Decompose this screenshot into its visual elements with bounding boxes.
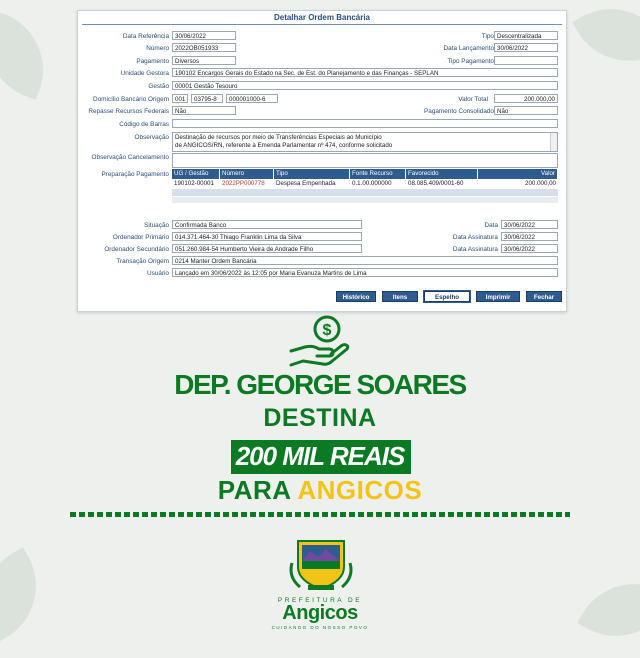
label-preparacao-pagamento: Preparação Pagamento — [101, 171, 169, 178]
label-gestao: Gestão — [148, 83, 169, 90]
observacao-scrollbar[interactable] — [550, 133, 557, 151]
itens-button[interactable]: Itens — [382, 291, 418, 302]
field-agencia[interactable]: 03795-8 — [191, 94, 223, 103]
prefeitura-tagline: CUIDANDO DO NOSSO POVO — [271, 625, 369, 630]
field-gestao[interactable]: 00001 Gestão Tesouro — [172, 81, 558, 90]
prefeitura-name: Angicos — [282, 602, 358, 624]
headline-amount: 200 MIL REAIS — [235, 441, 405, 471]
col-valor[interactable]: Valor — [478, 169, 558, 179]
observacao-line-1: Destinação de recursos por meio de Transferências Especiais ao Município — [175, 134, 382, 141]
headline-destina: DESTINA — [263, 404, 377, 432]
field-pagamento-consolidado[interactable]: Não — [494, 106, 558, 115]
col-favorecido[interactable]: Favorecido — [406, 169, 478, 179]
headline-para: PARA — [217, 475, 298, 505]
label-unidade-gestora: Unidade Gestora — [120, 70, 169, 77]
background-leaf-decoration — [572, 0, 640, 83]
label-ordenador-secundario: Ordenador Secundário — [104, 246, 169, 253]
label-repasse-federais: Repasse Recursos Federais — [88, 108, 169, 115]
label-data-referencia: Data Referência — [122, 33, 169, 40]
field-pagamento[interactable]: Diversos — [172, 56, 236, 65]
label-data-assinatura-1: Data Assinatura — [452, 234, 498, 241]
col-tipo[interactable]: Tipo — [274, 169, 350, 179]
field-unidade-gestora[interactable]: 190102 Encargos Gerais do Estado na Sec. de Est. do Planejamento e das Finanças - SEPLAN — [172, 68, 558, 77]
money-hand-icon — [289, 315, 351, 369]
field-tipo-pagamento[interactable] — [494, 56, 558, 65]
field-ordenador-primario[interactable]: 014.371.464-30 Thiago Franklin Lima da Silva — [172, 232, 362, 241]
table-footer-band — [172, 189, 558, 196]
label-tipo-pagamento: Tipo Pagamento — [447, 58, 494, 65]
observacao-cancelamento-textarea[interactable] — [172, 153, 558, 168]
label-codigo-barras: Código de Barras — [119, 121, 169, 128]
svg-text:$: $ — [322, 322, 332, 339]
field-ordenador-secundario[interactable]: 051.260.984-54 Humberto Vieira de Andrade Filho — [172, 244, 362, 253]
col-numero[interactable]: Número — [220, 169, 274, 179]
cell-tipo: Despesa Empenhada — [276, 180, 336, 187]
field-data-referencia[interactable]: 30/06/2022 — [172, 31, 236, 40]
field-valor-total[interactable]: 200.000,00 — [494, 94, 558, 103]
cell-valor: 200.000,00 — [525, 180, 556, 187]
table-row[interactable] — [172, 179, 558, 188]
observacao-textarea[interactable] — [172, 132, 558, 152]
col-fonte-recurso[interactable]: Fonte Recurso — [350, 169, 406, 179]
window-title: Detalhar Ordem Bancária — [273, 13, 371, 22]
observacao-line-2: de ANGICOS/RN, referente à Emenda Parlamentar nº 474, conforme solicitado — [175, 142, 393, 149]
cell-numero-link[interactable]: 2022PP000778 — [222, 180, 265, 187]
field-codigo-barras[interactable] — [172, 119, 558, 128]
label-data-assinatura-2: Data Assinatura — [452, 246, 498, 253]
label-ordenador-primario: Ordenador Primário — [112, 234, 169, 241]
label-transacao-origem: Transação Origem — [116, 258, 169, 265]
label-observacao: Observação — [134, 134, 169, 141]
label-data-lancamento: Data Lançamento — [443, 45, 494, 52]
table-scroll-band[interactable] — [172, 197, 558, 203]
historico-button[interactable]: Histórico — [336, 291, 376, 302]
table-header — [172, 169, 558, 179]
headline-para-angicos — [0, 475, 640, 506]
imprimir-button[interactable]: Imprimir — [476, 291, 520, 302]
field-data-assinatura-1[interactable]: 30/06/2022 — [501, 232, 558, 241]
field-usuario[interactable]: Lançado em 30/06/2022 às 12:05 por Maria Evanuza Martins de Lima — [172, 268, 558, 277]
preparacao-pagamento-table — [172, 169, 558, 203]
cell-favorecido: 08.085.409/0001-60 — [408, 180, 464, 187]
field-tipo[interactable]: Descentralizada — [494, 31, 558, 40]
fechar-button[interactable]: Fechar — [526, 291, 562, 302]
field-banco[interactable]: 001 — [172, 94, 188, 103]
label-tipo: Tipo — [481, 33, 494, 40]
label-usuario: Usuário — [146, 270, 169, 277]
headline-deputy: DEP. GEORGE SOARES — [174, 369, 466, 400]
field-data-assinatura-2[interactable]: 30/06/2022 — [501, 244, 558, 253]
label-numero: Número — [146, 45, 169, 52]
cell-fonte-recurso: 0.1.00.000000 — [352, 180, 392, 187]
label-situacao: Situação — [144, 222, 169, 229]
label-valor-total: Valor Total — [458, 96, 488, 103]
headline-angicos: ANGICOS — [297, 475, 423, 505]
field-data-lancamento[interactable]: 30/06/2022 — [494, 43, 558, 52]
prefeitura-coat-of-arms-logo — [288, 533, 354, 593]
field-repasse-federais[interactable]: Não — [172, 106, 236, 115]
prefeitura-label: PREFEITURA DE — [277, 597, 363, 604]
field-conta[interactable]: 000001000-6 — [226, 94, 278, 103]
field-numero[interactable]: 2022OB051933 — [172, 43, 236, 52]
label-pagamento: Pagamento — [136, 58, 169, 65]
order-detail-window — [77, 10, 567, 312]
field-data[interactable]: 30/06/2022 — [501, 220, 558, 229]
espelho-button[interactable]: Espelho — [424, 291, 470, 302]
background-leaf-decoration — [0, 10, 60, 100]
field-situacao[interactable]: Confirmada Banco — [172, 220, 362, 229]
field-transacao-origem[interactable]: 0214 Manter Ordem Bancária — [172, 256, 558, 265]
label-data: Data — [484, 222, 498, 229]
label-domicilio-bancario: Domicílio Bancário Origem — [92, 96, 169, 103]
col-ug-gestao[interactable]: UG / Gestão — [172, 169, 220, 179]
title-divider — [82, 24, 562, 25]
label-observacao-cancelamento: Observação Cancelamento — [91, 154, 169, 161]
cell-ug-gestao: 190102-00001 — [174, 180, 214, 187]
dotted-divider — [70, 512, 570, 517]
label-pagamento-consolidado: Pagamento Consolidado — [424, 108, 494, 115]
